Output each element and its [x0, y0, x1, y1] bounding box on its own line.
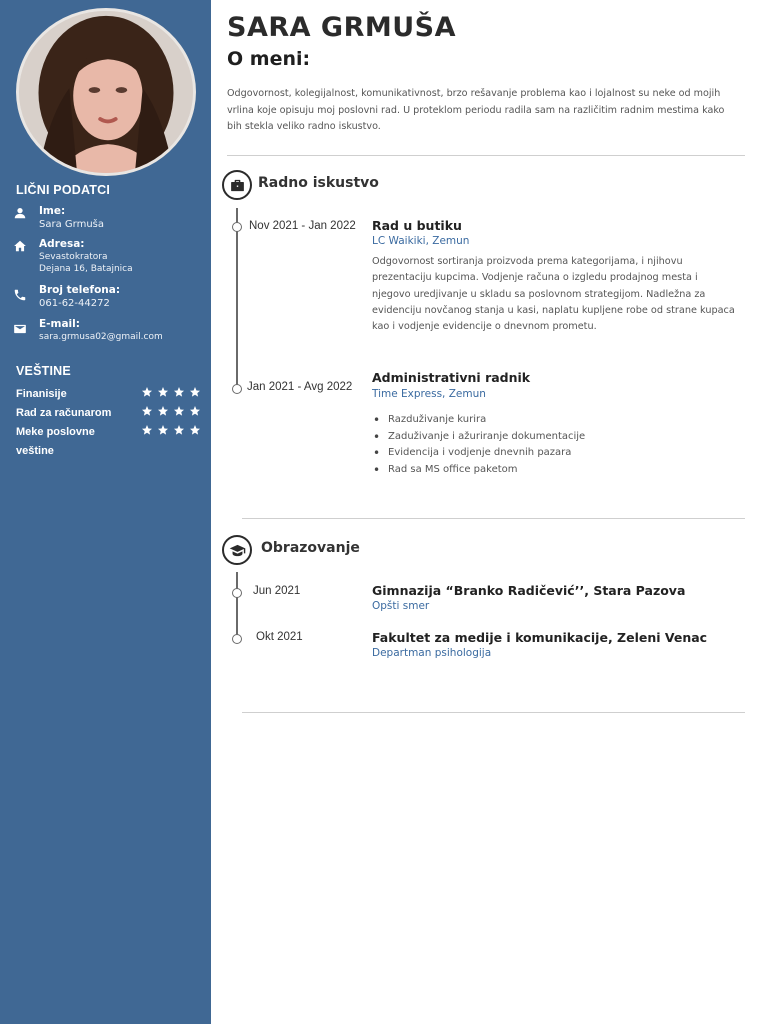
star-icon	[173, 405, 185, 417]
experience-title: Radno iskustvo	[258, 175, 379, 191]
profile-photo	[19, 11, 193, 173]
timeline-line	[236, 572, 238, 638]
divider	[242, 518, 745, 519]
home-icon	[13, 239, 29, 255]
star-icon	[157, 386, 169, 398]
skills-heading: VEŠTINE	[16, 364, 71, 378]
education-title-item: Fakultet za medije i komunikacije, Zeleni Venac	[372, 630, 708, 645]
about-text: Odgovornost, kolegijalnost, komunikativnost, brzo rešavanje problema kao i lojalnost su neke od mojih vrlina koje opisuju moj poslovni rad. U proteklom periodu radila sam na različitim radnim mestima kako bih stekla veliko radno iskustvo.	[227, 88, 725, 132]
timeline-dot	[232, 588, 242, 598]
education-title: Obrazovanje	[261, 540, 360, 556]
timeline-dot	[232, 384, 242, 394]
star-icon	[157, 405, 169, 417]
education-title-item: Gimnazija “Branko Radičević’’, Stara Pazova	[372, 583, 686, 598]
list-item: • Rad sa MS office paketom	[372, 462, 732, 479]
star-icon	[189, 386, 201, 398]
about-title: O meni:	[227, 48, 311, 70]
star-icon	[173, 424, 185, 436]
star-icon	[141, 424, 153, 436]
personal-item-address	[13, 238, 203, 275]
personal-item-email	[13, 318, 203, 343]
phone-value: 061-62-44272	[39, 298, 110, 309]
skill-row	[16, 385, 201, 404]
education-date: Okt 2021	[256, 631, 303, 643]
skill-rating	[141, 405, 201, 423]
address-line-2: Dejana 16, Batajnica	[39, 264, 133, 274]
avatar	[16, 8, 196, 176]
star-icon	[173, 386, 185, 398]
name-label: Ime:	[39, 205, 66, 217]
skill-name: Rad za računarom	[16, 407, 112, 419]
divider	[242, 712, 745, 713]
skill-name: Finanisije	[16, 388, 67, 400]
job-date: Nov 2021 - Jan 2022	[249, 220, 356, 232]
graduation-cap-icon	[222, 535, 252, 565]
star-icon	[141, 386, 153, 398]
skill-name: Meke poslovne veštine	[16, 426, 95, 457]
address-line-1: Sevastokratora	[39, 252, 108, 262]
job-place: Time Express, Zemun	[372, 388, 486, 400]
divider	[227, 155, 745, 156]
education-program: Departman psihologija	[372, 647, 492, 659]
job-place: LC Waikiki, Zemun	[372, 235, 470, 247]
full-name: SARA GRMUŠA	[227, 12, 457, 43]
list-item: • Evidencija i vodjenje dnevnih pazara	[372, 445, 732, 462]
star-icon	[141, 405, 153, 417]
personal-info-heading: LIČNI PODATCI	[16, 183, 111, 197]
skill-rating	[141, 424, 201, 461]
email-label: E-mail:	[39, 318, 80, 330]
job-date: Jan 2021 - Avg 2022	[247, 381, 353, 393]
personal-item-phone	[13, 284, 203, 310]
personal-item-name	[13, 205, 203, 231]
list-item: • Razduživanje kurira	[372, 412, 732, 429]
timeline-dot	[232, 634, 242, 644]
email-value: sara.grmusa02@gmail.com	[39, 332, 163, 342]
name-value: Sara Grmuša	[39, 219, 104, 230]
timeline-line	[236, 208, 238, 388]
phone-label: Broj telefona:	[39, 284, 121, 296]
phone-icon	[13, 288, 29, 304]
list-item: • Zaduživanje i ažuriranje dokumentacije	[372, 429, 732, 446]
education-date: Jun 2021	[253, 585, 301, 597]
skill-rating	[141, 386, 201, 404]
person-icon	[13, 206, 29, 222]
job-description: Odgovornost sortiranja proizvoda prema kategorijama, i njihovu prezentaciju kupcima. Vodjenje računa o izgledu prodajnog mesta i njegovo uredjivanje u skladu sa poslovnom strategijom. Nadležna za evidenciju novčanog stanja u kasi, naplatu kupljene robe od strane kupaca kao i vodjenje evidencije o dnevnom prometu.	[372, 256, 735, 333]
sidebar	[0, 0, 211, 1024]
skill-row	[16, 404, 201, 423]
education-program: Opšti smer	[372, 600, 430, 612]
address-label: Adresa:	[39, 238, 85, 250]
duties-list	[372, 412, 732, 478]
star-icon	[189, 405, 201, 417]
briefcase-icon	[222, 170, 252, 200]
mail-icon	[13, 322, 29, 338]
timeline-dot	[232, 222, 242, 232]
star-icon	[157, 424, 169, 436]
star-icon	[189, 424, 201, 436]
skill-row	[16, 423, 201, 461]
job-title: Administrativni radnik	[372, 370, 531, 385]
job-title: Rad u butiku	[372, 218, 462, 233]
